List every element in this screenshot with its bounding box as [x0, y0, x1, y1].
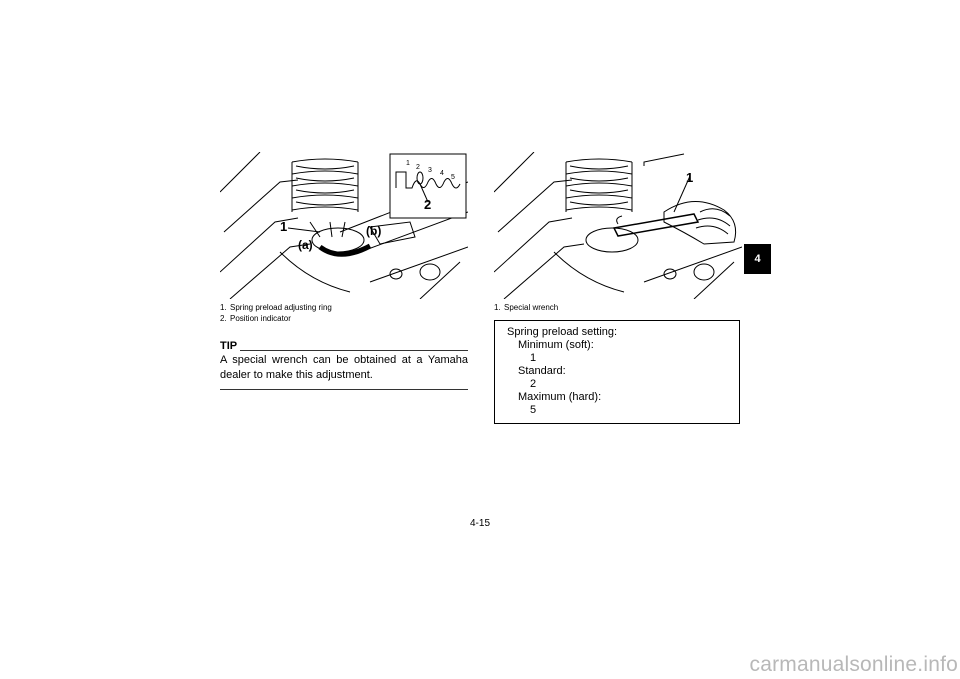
spring-preload-illustration	[220, 152, 468, 299]
inset-position-3: 3	[428, 167, 432, 174]
spec-min-label: Minimum (soft):	[518, 339, 594, 351]
spec-std-value: 2	[530, 378, 537, 390]
spec-std-label: Standard:	[518, 365, 566, 377]
chapter-tab: 4	[744, 244, 771, 274]
callout-2: 2	[424, 197, 432, 212]
inset-position-2: 2	[416, 164, 420, 171]
caption-item: 1. Special wrench	[494, 303, 559, 312]
tip-text: A special wrench can be obtained at a Yamaha dealer to make this adjustment.	[220, 354, 468, 381]
figure-spring-preload-ring	[220, 152, 468, 299]
inset-position-1: 1	[406, 160, 410, 167]
caption-right	[494, 302, 558, 313]
page-number: 4-15	[469, 518, 490, 529]
tip-rule	[240, 350, 468, 351]
tip-title: TIP	[220, 340, 238, 352]
callout-1: 1	[280, 219, 288, 234]
caption-left	[220, 302, 332, 324]
tip-block	[220, 340, 468, 390]
inset-position-4: 4	[440, 170, 444, 177]
tip-end-rule	[220, 389, 468, 390]
caption-item: 1. Spring preload adjusting ring	[220, 303, 332, 312]
callout-1-wrench: 1	[686, 170, 694, 185]
special-wrench-illustration	[494, 152, 742, 299]
figure-special-wrench	[494, 152, 742, 299]
caption-item: 2. Position indicator	[220, 314, 291, 323]
spec-heading: Spring preload setting:	[507, 326, 618, 338]
label-a: (a)	[298, 238, 313, 252]
inset-position-5: 5	[451, 174, 455, 181]
watermark: carmanualsonline.info	[749, 653, 958, 676]
spec-max-value: 5	[530, 404, 537, 416]
spring-preload-spec-box	[494, 320, 740, 424]
spec-min-value: 1	[530, 352, 537, 364]
label-b: (b)	[366, 224, 382, 238]
spec-max-label: Maximum (hard):	[518, 391, 602, 403]
